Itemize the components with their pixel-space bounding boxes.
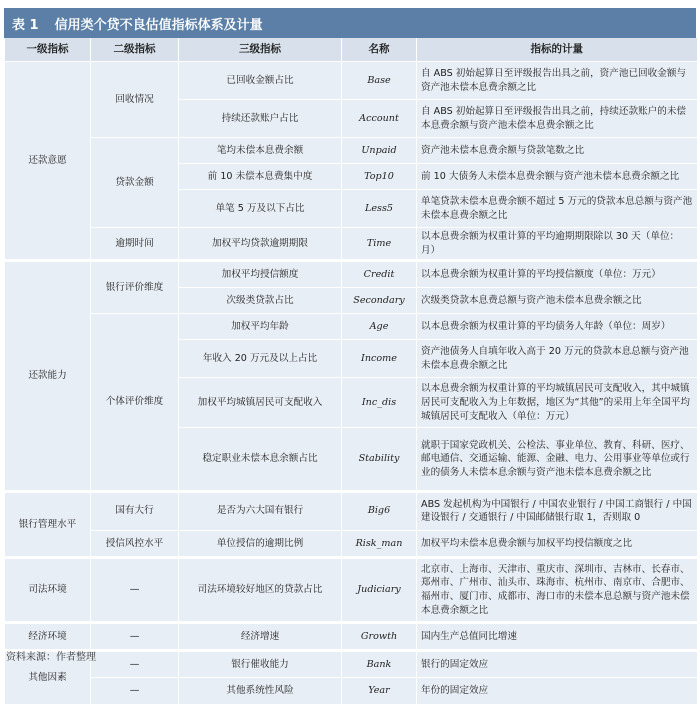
table-title-bar <box>4 8 696 38</box>
level3-cell: 其他系统性风险 <box>179 678 342 704</box>
table-row <box>5 559 697 621</box>
name-cell: Year <box>342 678 417 704</box>
level3-cell: 稳定职业未偿本息余额占比 <box>179 428 342 490</box>
header-name: 名称 <box>342 38 417 62</box>
table-row <box>5 62 697 100</box>
name-cell: Time <box>342 228 417 260</box>
name-cell: Credit <box>342 262 417 288</box>
level1-cell: 司法环境 <box>5 559 91 621</box>
level3-cell: 前 10 未偿本息费集中度 <box>179 164 342 190</box>
name-cell: Bank <box>342 652 417 678</box>
level2-cell: — <box>91 623 179 649</box>
level2-cell: 个体评价维度 <box>91 314 179 490</box>
name-cell: Top10 <box>342 164 417 190</box>
table-row <box>5 530 697 556</box>
measure-cell: 以本息费余额为权重计算的平均授信额度（单位：万元） <box>417 262 697 288</box>
name-cell: Judiciary <box>342 559 417 621</box>
level2-cell: 回收情况 <box>91 62 179 138</box>
level1-cell: 银行管理水平 <box>5 492 91 556</box>
name-cell: Account <box>342 100 417 138</box>
table-number: 表 1 <box>12 17 39 33</box>
level2-cell: — <box>91 559 179 621</box>
measure-cell: 银行的固定效应 <box>417 652 697 678</box>
table-row <box>5 228 697 260</box>
level3-cell: 加权平均年龄 <box>179 314 342 340</box>
measure-cell: 资产池债务人自填年收入高于 20 万元的贷款本息总额与资产池未偿本息费余额之比 <box>417 340 697 378</box>
level2-cell: 贷款金额 <box>91 138 179 228</box>
level1-cell: 还款能力 <box>5 262 91 490</box>
table-row <box>5 492 697 530</box>
level3-cell: 银行催收能力 <box>179 652 342 678</box>
table-row <box>5 262 697 288</box>
level3-cell: 单位授信的逾期比例 <box>179 530 342 556</box>
source-note: 资料来源：作者整理 <box>6 652 96 663</box>
level3-cell: 加权平均贷款逾期期限 <box>179 228 342 260</box>
measure-cell: 次级类贷款本息费总额与资产池未偿本息费余额之比 <box>417 288 697 314</box>
measure-cell: 以本息费余额为权重计算的平均城镇居民可支配收入，其中城镇居民可支配收入为上年数据，地区为“其他”的采用上年全国平均城镇居民可支配收入（单位：万元） <box>417 378 697 428</box>
measure-cell: 加权平均未偿本息费余额与加权平均授信额度之比 <box>417 530 697 556</box>
measure-cell: 就职于国家党政机关、公检法、事业单位、教育、科研、医疗、邮电通信、交通运输、能源、金融、电力、公用事业等单位或行业的债务人未偿本息余额与资产池未偿本息费余额之比 <box>417 428 697 490</box>
table-title: 信用类个贷不良估值指标体系及计量 <box>54 17 263 33</box>
name-cell: Risk_man <box>342 530 417 556</box>
level2-cell: — <box>91 678 179 704</box>
measure-cell: 资产池未偿本息费余额与贷款笔数之比 <box>417 138 697 164</box>
measure-cell: 自 ABS 初始起算日至评级报告出具之前，持续还款账户的未偿本息费余额与资产池未偿本息费余额之比 <box>417 100 697 138</box>
name-cell: Big6 <box>342 492 417 530</box>
measure-cell: ABS 发起机构为中国银行 / 中国农业银行 / 中国工商银行 / 中国建设银行 / 交通银行 / 中国邮储银行取 1，否则取 0 <box>417 492 697 530</box>
level3-cell: 已回收金额占比 <box>179 62 342 100</box>
indicator-table <box>4 38 697 704</box>
name-cell: Secondary <box>342 288 417 314</box>
name-cell: Income <box>342 340 417 378</box>
name-cell: Inc_dis <box>342 378 417 428</box>
level3-cell: 笔均未偿本息费余额 <box>179 138 342 164</box>
level1-cell: 还款意愿 <box>5 62 91 260</box>
table-row <box>5 623 697 649</box>
header-level1: 一级指标 <box>5 38 91 62</box>
name-cell: Base <box>342 62 417 100</box>
level1-cell: 经济环境 <box>5 623 91 649</box>
measure-cell: 年份的固定效应 <box>417 678 697 704</box>
table-row <box>5 314 697 340</box>
level2-cell: — <box>91 652 179 678</box>
level3-cell: 次级类贷款占比 <box>179 288 342 314</box>
level2-cell: 逾期时间 <box>91 228 179 260</box>
level3-cell: 加权平均城镇居民可支配收入 <box>179 378 342 428</box>
measure-cell: 以本息费余额为权重计算的平均债务人年龄（单位：周岁） <box>417 314 697 340</box>
measure-cell: 自 ABS 初始起算日至评级报告出具之前，资产池已回收金额与资产池未偿本息费余额之比 <box>417 62 697 100</box>
name-cell: Growth <box>342 623 417 649</box>
measure-cell: 国内生产总值同比增速 <box>417 623 697 649</box>
header-row <box>5 38 697 62</box>
header-level3: 三级指标 <box>179 38 342 62</box>
level3-cell: 经济增速 <box>179 623 342 649</box>
table-row <box>5 652 697 678</box>
level2-cell: 银行评价维度 <box>91 262 179 314</box>
table-row <box>5 138 697 164</box>
name-cell: Less5 <box>342 190 417 228</box>
measure-cell: 以本息费余额为权重计算的平均逾期期限除以 30 天（单位：月） <box>417 228 697 260</box>
level1-cell: 其他因素 <box>5 652 91 704</box>
level2-cell: 国有大行 <box>91 492 179 530</box>
level3-cell: 年收入 20 万元及以上占比 <box>179 340 342 378</box>
level2-cell: 授信风控水平 <box>91 530 179 556</box>
level3-cell: 司法环境较好地区的贷款占比 <box>179 559 342 621</box>
name-cell: Age <box>342 314 417 340</box>
name-cell: Unpaid <box>342 138 417 164</box>
level3-cell: 加权平均授信额度 <box>179 262 342 288</box>
header-measure: 指标的计量 <box>417 38 697 62</box>
level3-cell: 单笔 5 万及以下占比 <box>179 190 342 228</box>
header-level2: 二级指标 <box>91 38 179 62</box>
measure-cell: 北京市、上海市、天津市、重庆市、深圳市、吉林市、长春市、郑州市、广州市、汕头市、珠海市、杭州市、南京市、合肥市、福州市、厦门市、成都市、海口市的未偿本息总额与资产池未偿本息费余额之比 <box>417 559 697 621</box>
measure-cell: 单笔贷款未偿本息费余额不超过 5 万元的贷款本息总额与资产池未偿本息费余额之比 <box>417 190 697 228</box>
measure-cell: 前 10 大债务人未偿本息费余额与资产池未偿本息费余额之比 <box>417 164 697 190</box>
level3-cell: 持续还款账户占比 <box>179 100 342 138</box>
level3-cell: 是否为六大国有银行 <box>179 492 342 530</box>
name-cell: Stability <box>342 428 417 490</box>
table-row <box>5 678 697 704</box>
